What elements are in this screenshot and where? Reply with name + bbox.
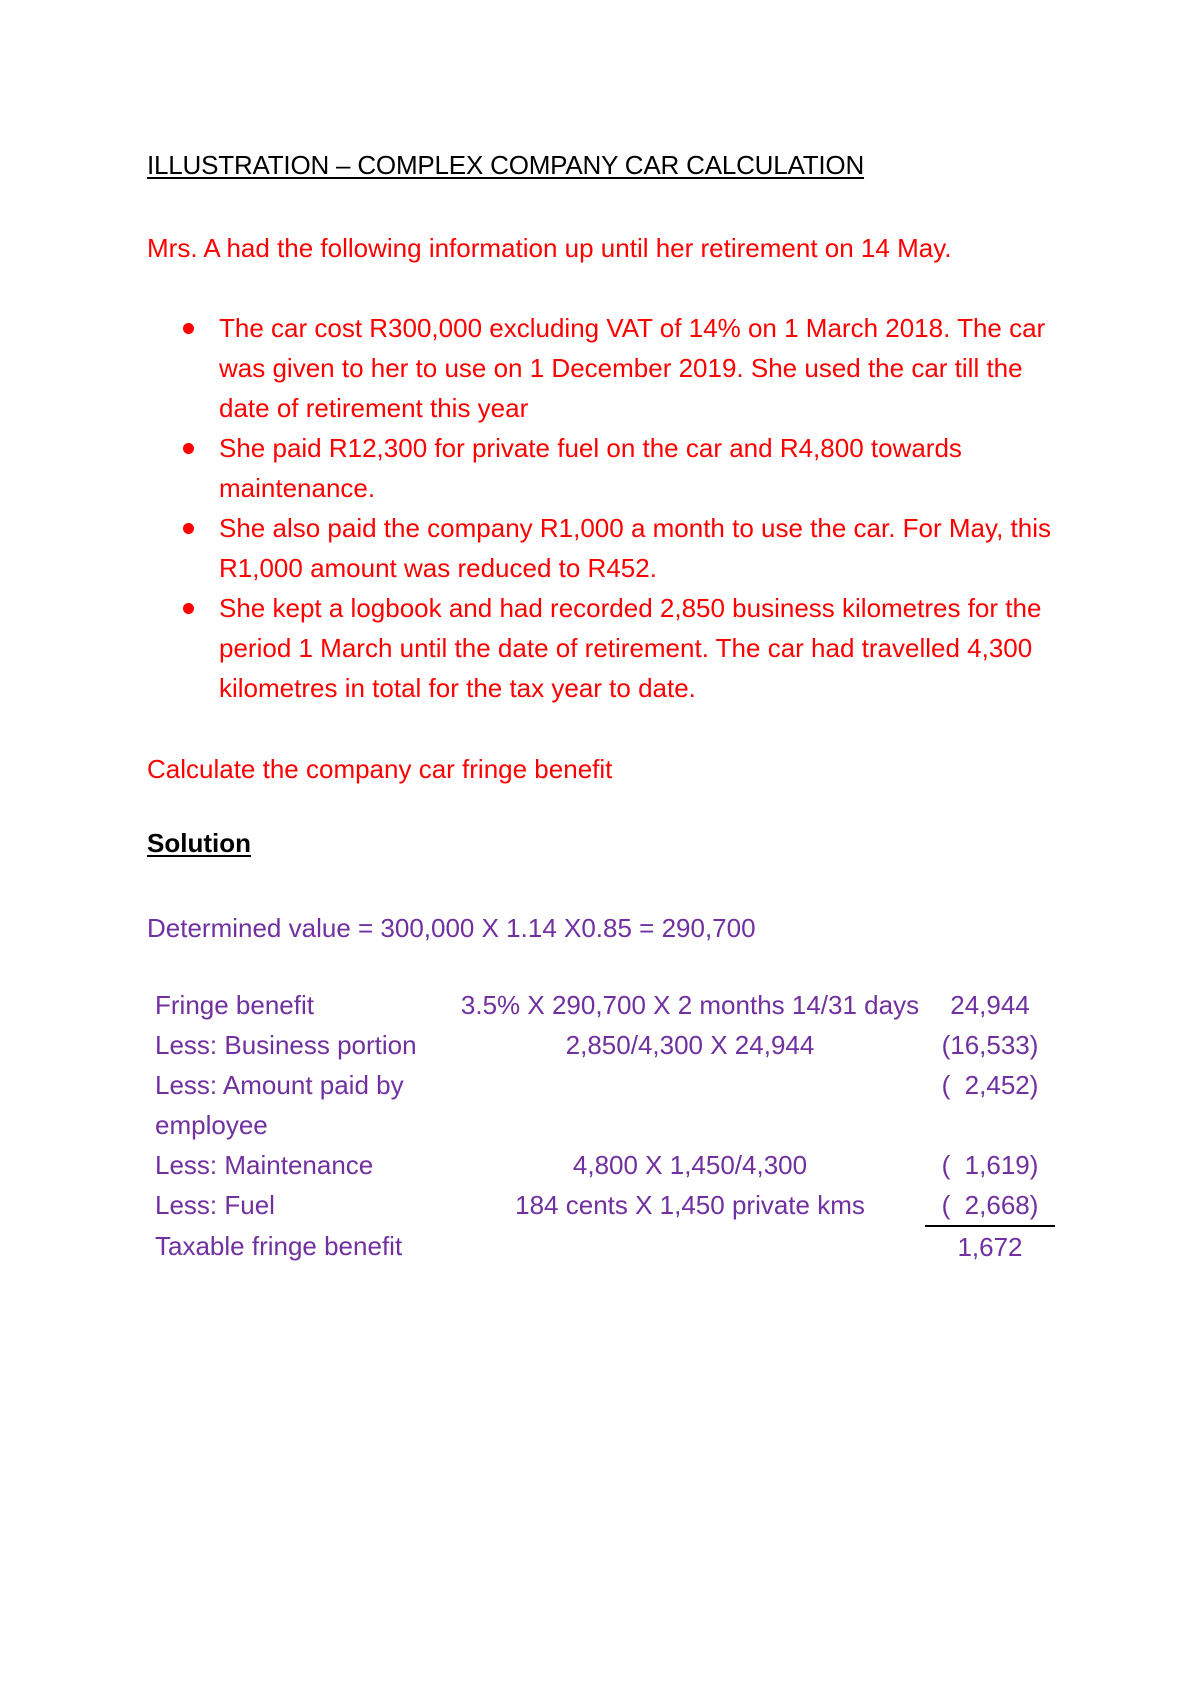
row-label: Taxable fringe benefit	[155, 1231, 403, 1261]
bullet-item	[147, 588, 1077, 708]
row-calculation	[455, 1065, 925, 1145]
bullet-dot-icon	[183, 603, 194, 614]
row-calculation: 2,850/4,300 X 24,944	[565, 1030, 815, 1060]
bullet-text: The car cost R300,000 excluding VAT of 14% on 1 March 2018. The car was given to her to use on 1 December 2019. She used the car till the date of retirement this year	[219, 313, 1046, 423]
row-calculation	[455, 1226, 925, 1267]
row-label: Less: Fuel	[155, 1190, 275, 1220]
bullet-item	[147, 428, 1077, 508]
bullet-item	[147, 508, 1077, 588]
row-calculation: 184 cents X 1,450 private kms	[515, 1190, 865, 1220]
row-label: Less: Maintenance	[155, 1150, 374, 1180]
row-calculation: 3.5% X 290,700 X 2 months 14/31 days	[460, 990, 920, 1020]
question-text: Calculate the company car fringe benefit	[147, 754, 613, 784]
table-row	[155, 1185, 1055, 1226]
bullet-dot-icon	[183, 323, 194, 334]
row-label: Less: Amount paid by employee	[155, 1070, 404, 1140]
table-row-total	[155, 1226, 1055, 1267]
table-row	[155, 1025, 1055, 1065]
table-row	[155, 985, 1055, 1025]
bullet-dot-icon	[183, 523, 194, 534]
row-amount: 24,944	[950, 990, 1030, 1020]
bullet-text: She paid R12,300 for private fuel on the car and R4,800 towards maintenance.	[219, 433, 962, 503]
bullet-dot-icon	[183, 443, 194, 454]
bullet-text: She kept a logbook and had recorded 2,850 business kilometres for the period 1 March until the date of retirement. The car had travelled 4,300 kilometres in total for the tax year to date.	[219, 593, 1042, 703]
row-amount: ( 1,619)	[941, 1150, 1039, 1180]
document-heading: ILLUSTRATION – COMPLEX COMPANY CAR CALCULATION	[147, 150, 865, 180]
table-row	[155, 1145, 1055, 1185]
row-amount: (16,533)	[941, 1030, 1039, 1060]
determined-value: Determined value = 300,000 X 1.14 X0.85 = 290,700	[147, 913, 756, 943]
row-amount-total: 1,672	[957, 1232, 1023, 1262]
table-row	[155, 1065, 1055, 1145]
solution-heading: Solution	[147, 828, 251, 858]
row-calculation: 4,800 X 1,450/4,300	[572, 1150, 808, 1180]
bullet-text: She also paid the company R1,000 a month to use the car. For May, this R1,000 amount was reduced to R452.	[219, 513, 1051, 583]
row-label: Fringe benefit	[155, 990, 314, 1020]
row-label: Less: Business portion	[155, 1030, 417, 1060]
row-amount: ( 2,452)	[941, 1070, 1039, 1100]
bullet-list	[147, 308, 1077, 708]
row-amount: ( 2,668)	[925, 1185, 1055, 1226]
intro-paragraph: Mrs. A had the following information up until her retirement on 14 May.	[147, 233, 952, 263]
calculation-table	[155, 985, 1055, 1267]
bullet-item	[147, 308, 1077, 428]
